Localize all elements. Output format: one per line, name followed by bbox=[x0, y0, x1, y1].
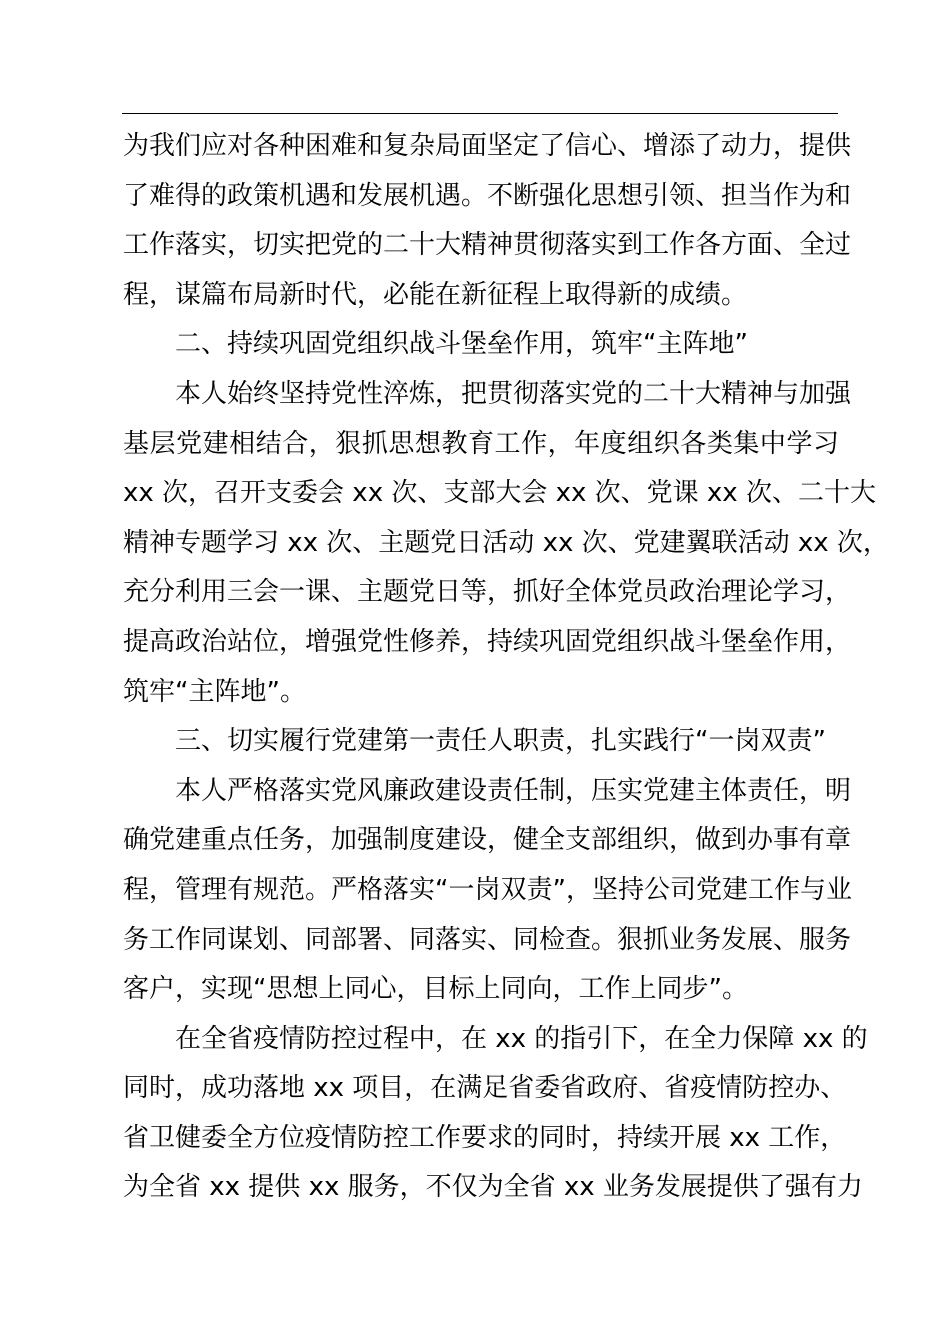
body-line: 筑牢“主阵地”。 bbox=[123, 676, 306, 707]
body-line: 本人严格落实党风廉政建设责任制，压实党建主体责任，明 bbox=[175, 775, 852, 806]
body-line: xx 次，召开支委会 xx 次、支部大会 xx 次、党课 xx 次、二十大 bbox=[123, 478, 876, 509]
body-line: 省卫健委全方位疫情防控工作要求的同时，持续开展 xx 工作， bbox=[123, 1122, 847, 1153]
body-line: 程，谋篇布局新时代，必能在新征程上取得新的成绩。 bbox=[123, 279, 748, 310]
body-line: 充分利用三会一课、主题党日等，抓好全体党员政治理论学习， bbox=[123, 577, 852, 608]
body-line: 工作落实，切实把党的二十大精神贯彻落实到工作各方面、全过 bbox=[123, 230, 852, 261]
body-line: 务工作同谋划、同部署、同落实、同检查。狠抓业务发展、服务 bbox=[123, 924, 852, 955]
section-heading: 三、切实履行党建第一责任人职责，扎实践行“一岗双责” bbox=[175, 726, 826, 757]
body-line: 基层党建相结合，狠抓思想教育工作，年度组织各类集中学习 bbox=[123, 428, 839, 459]
body-line: 同时，成功落地 xx 项目，在满足省委省政府、省疫情防控办、 bbox=[123, 1073, 847, 1104]
body-line: 确党建重点任务，加强制度建设，健全支部组织，做到办事有章 bbox=[123, 825, 852, 856]
section-heading: 二、持续巩固党组织战斗堡垒作用，筑牢“主阵地” bbox=[175, 329, 748, 360]
body-line: 在全省疫情防控过程中，在 xx 的指引下，在全力保障 xx 的 bbox=[175, 1023, 868, 1054]
header-rule bbox=[122, 113, 838, 114]
document-body bbox=[123, 122, 889, 1213]
body-line: 了难得的政策机遇和发展机遇。不断强化思想引领、担当作为和 bbox=[123, 180, 852, 211]
body-line: 为全省 xx 提供 xx 服务，不仅为全省 xx 业务发展提供了强有力 bbox=[123, 1172, 863, 1203]
body-line: 为我们应对各种困难和复杂局面坚定了信心、增添了动力，提供 bbox=[123, 131, 852, 161]
body-line: 提高政治站位，增强党性修养，持续巩固党组织战斗堡垒作用， bbox=[123, 626, 852, 657]
body-line: 精神专题学习 xx 次、主题党日活动 xx 次、党建翼联活动 xx 次， bbox=[123, 527, 889, 558]
body-line: 本人始终坚持党性淬炼，把贯彻落实党的二十大精神与加强 bbox=[175, 378, 852, 409]
body-line: 程，管理有规范。严格落实“一岗双责”，坚持公司党建工作与业 bbox=[123, 874, 852, 905]
body-line: 客户，实现“思想上同心，目标上同向，工作上同步”。 bbox=[123, 974, 748, 1005]
